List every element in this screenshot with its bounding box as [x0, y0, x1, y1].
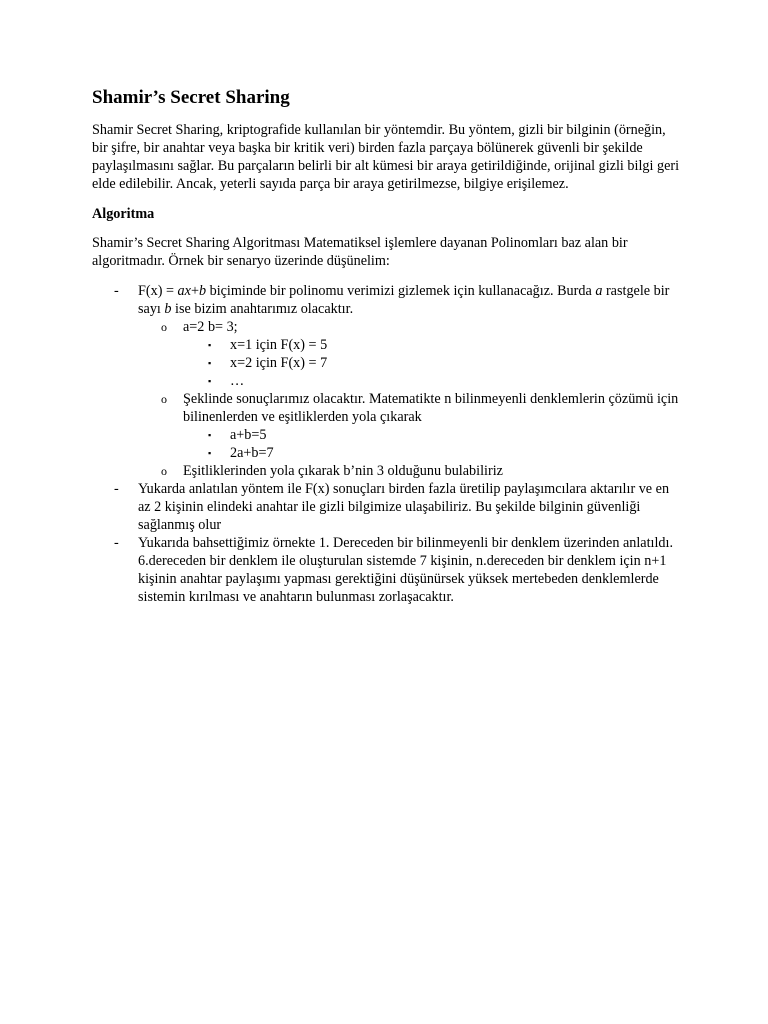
subsublist-item: [92, 354, 682, 372]
section-heading: Algoritma: [92, 206, 155, 222]
text-run: +: [190, 283, 199, 299]
list-text: Yukarıda bahsettiğimiz örnekte 1. Dereceden bir bilinmeyenli bir denklem üzerinden anlatıldı. 6.dereceden bir denklem ile oluşturulan sistemde 7 kişinin, n.dereceden bir denklem için n+1 kişinin anahtar paylaşımı yapması gerektiğini düşünürsek yüksek mertebeden denklemlerde sistemin kırılması ve anahtarın bulunması zorlaşacaktır.: [138, 535, 674, 605]
square-bullet-marker: ▪: [208, 448, 212, 458]
document-title: Shamir’s Secret Sharing: [92, 87, 290, 108]
intro-paragraph: Shamir Secret Sharing, kriptografide kullanılan bir yöntemdir. Bu yöntem, gizli bir bilginin (örneğin, bir şifre, bir anahtar veya başka bir kritik veri) birden fazla parçaya bölünerek güvenli bir şekilde paylaşılmasını sağlar. Bu parçaların belirli bir alt kümesi bir araya getirildiğinde, orijinal gizli bilgi geri elde edilebilir. Ancak, yeterli sayıda parça bir araya getirilmezse, bilgiye erişilemez.: [92, 122, 680, 192]
square-bullet-marker: ▪: [208, 376, 212, 386]
subsublist-text: …: [230, 373, 245, 389]
subsublist-text: x=2 için F(x) = 7: [230, 355, 328, 371]
subsublist-item: [92, 426, 682, 444]
dash-bullet-marker: -: [114, 283, 119, 299]
subsublist-text: a+b=5: [230, 427, 267, 443]
text-run: biçiminde bir polinomu verimizi gizlemek için kullanacağız. Burda: [206, 283, 596, 299]
sublist-item-results: [92, 390, 682, 426]
sublist-text: Şeklinde sonuçlarımız olacaktır. Matematikte n bilinmeyenli denklemlerin çözümü için bilinenlerden ve eşitliklerden yola çıkarak: [183, 391, 679, 425]
sublist-item-values: [92, 318, 682, 336]
text-run: F(x) =: [138, 283, 178, 299]
subsublist-item: [92, 372, 682, 390]
text-run: ise bizim anahtarımız olacaktır.: [171, 301, 354, 317]
circle-bullet-marker: o: [161, 392, 167, 406]
italic-run: ax: [177, 283, 191, 299]
subsublist-text: x=1 için F(x) = 5: [230, 337, 328, 353]
italic-run: b: [198, 283, 207, 299]
subsublist-text: 2a+b=7: [230, 445, 274, 461]
section-intro-paragraph: Shamir’s Secret Sharing Algoritması Matematiksel işlemlere dayanan Polinomları baz alan bir algoritmadır. Örnek bir senaryo üzerinde düşünelim:: [92, 235, 628, 269]
dash-bullet-marker: -: [114, 481, 119, 497]
list-item-higher-degree: [92, 534, 682, 606]
sublist-text: a=2 b= 3;: [183, 319, 238, 335]
circle-bullet-marker: o: [161, 464, 167, 478]
italic-run: b: [164, 301, 172, 317]
list-item-sharing: [92, 480, 682, 534]
circle-bullet-marker: o: [161, 320, 167, 334]
sublist-text: Eşitliklerinden yola çıkarak b’nin 3 olduğunu bulabiliriz: [183, 463, 503, 479]
subsublist-item: [92, 336, 682, 354]
list-item-polynomial: [92, 282, 682, 318]
subsublist-item: [92, 444, 682, 462]
document-body: [92, 86, 682, 606]
square-bullet-marker: ▪: [208, 430, 212, 440]
square-bullet-marker: ▪: [208, 340, 212, 350]
sublist-item-conclusion: [92, 462, 682, 480]
dash-bullet-marker: -: [114, 535, 119, 551]
list-text: Yukarda anlatılan yöntem ile F(x) sonuçları birden fazla üretilip paylaşımcılara aktarılır ve en az 2 kişinin elindeki anahtar ile gizli bilgimize ulaşabiliriz. Bu şekilde bilginin güvenliği sağlanmış olur: [138, 481, 670, 533]
italic-run: a: [595, 283, 603, 299]
polynomial-text: [138, 283, 669, 317]
text-run: rastgele bir sayı: [138, 283, 670, 317]
square-bullet-marker: ▪: [208, 358, 212, 368]
